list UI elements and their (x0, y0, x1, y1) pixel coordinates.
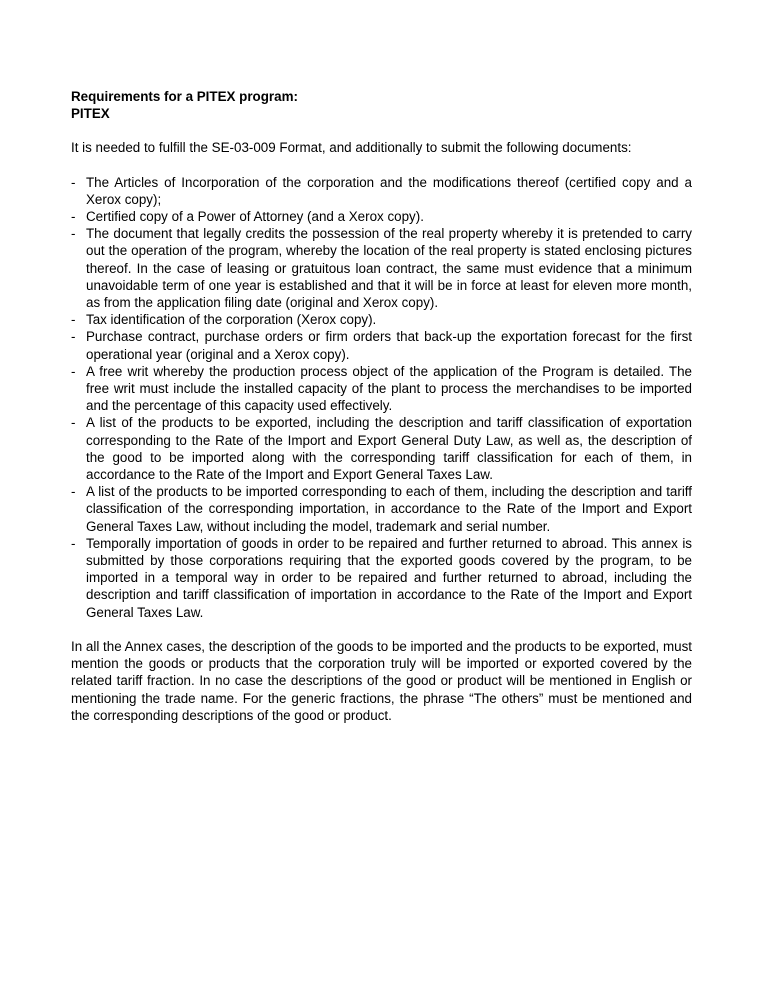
list-item-text: A list of the products to be exported, including the description and tariff classification of exportation corresponding to the Rate of the Import and Export General Duty Law, as well as, the description of the good to be imported along with the corresponding tariff classification for each of them, in accordance to the Rate of the Import and Export General Taxes Law. (86, 415, 692, 483)
list-bullet: - (71, 535, 76, 551)
intro-paragraph: It is needed to fulfill the SE-03-009 Format, and additionally to submit the following documents: (71, 140, 632, 156)
list-bullet: - (71, 363, 76, 379)
list-item (71, 363, 692, 415)
list-bullet: - (71, 174, 76, 190)
list-item-text: Temporally importation of goods in order to be repaired and further returned to abroad. This annex is submitted by those corporations requiring that the exported goods covered by the program, to be imported in a temporal way in order to be repaired and further returned to abroad, including the description and tariff classification of importation in accordance to the Rate of the Import and Export General Taxes Law. (86, 535, 692, 620)
list-item-text: A list of the products to be imported corresponding to each of them, including the description and tariff classification of the corresponding importation, in accordance to the Rate of the Import and Export General Taxes Law, without including the model, trademark and serial number. (86, 484, 692, 534)
closing-paragraph: In all the Annex cases, the description of the goods to be imported and the products to be exported, must mention the goods or products that the corporation truly will be imported or exported covered by the related tariff fraction. In no case the descriptions of the good or product will be mentioned in English or mentioning the trade name. For the generic fractions, the phrase “The others” must be mentioned and the corresponding descriptions of the good or product. (71, 638, 692, 723)
list-item (71, 208, 692, 225)
list-bullet: - (71, 329, 76, 345)
document-title: Requirements for a PITEX program: (71, 89, 298, 104)
list-bullet: - (71, 209, 76, 225)
list-item (71, 483, 692, 535)
list-item (71, 535, 692, 621)
list-item (71, 328, 692, 362)
list-item-text: The document that legally credits the possession of the real property whereby it is pretended to carry out the operation of the program, whereby the location of the real property is stated enclosing pictures thereof. In the case of leasing or gratuitous loan contract, the same must evidence that a minimum unavoidable term of one year is established and that it will be in force at least for eleven more month, as from the application filing date (original and Xerox copy). (86, 226, 692, 311)
document-page (71, 88, 692, 724)
list-item-text: A free writ whereby the production process object of the application of the Program is detailed. The free writ must include the installed capacity of the plant to process the merchandises to be imported and the percentage of this capacity used effectively. (86, 363, 692, 414)
list-bullet: - (71, 226, 76, 242)
list-bullet: - (71, 415, 76, 431)
list-item-text: Certified copy of a Power of Attorney (and a Xerox copy). (86, 209, 424, 225)
list-item (71, 311, 692, 328)
list-bullet: - (71, 484, 76, 500)
list-item (71, 414, 692, 483)
list-item (71, 225, 692, 311)
document-subtitle: PITEX (71, 106, 110, 122)
list-item (71, 174, 692, 208)
list-item-text: Tax identification of the corporation (Xerox copy). (86, 312, 377, 328)
requirements-list (71, 174, 692, 621)
list-item-text: Purchase contract, purchase orders or firm orders that back-up the exportation forecast for the first operational year (original and a Xerox copy). (86, 329, 692, 362)
list-item-text: The Articles of Incorporation of the corporation and the modifications thereof (certified copy and a Xerox copy); (86, 174, 692, 207)
list-bullet: - (71, 312, 76, 328)
